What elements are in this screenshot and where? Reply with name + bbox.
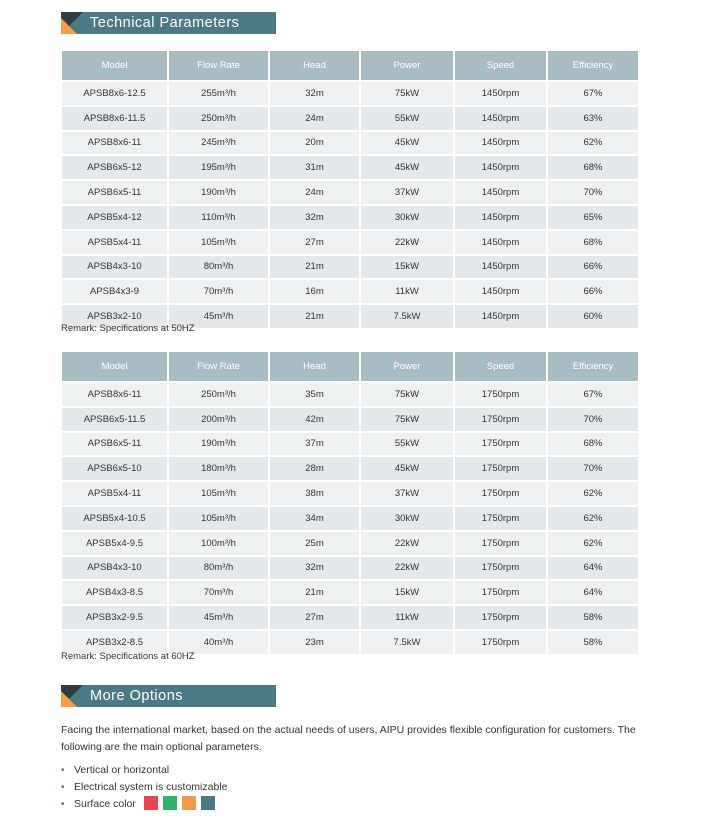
table-cell-model: APSB6x5-11 xyxy=(61,432,168,457)
table-cell-efficiency: 58% xyxy=(547,605,639,630)
table-cell-efficiency: 67% xyxy=(547,81,639,106)
table-cell-flow-rate: 80m³/h xyxy=(168,556,269,581)
table-cell-head: 24m xyxy=(269,180,360,205)
table-cell-head: 21m xyxy=(269,580,360,605)
section-header-more-options xyxy=(61,685,276,707)
table-cell-head: 28m xyxy=(269,456,360,481)
table-cell-head: 32m xyxy=(269,205,360,230)
table-cell-speed: 1450rpm xyxy=(454,81,547,106)
table-cell-head: 16m xyxy=(269,279,360,304)
table-cell-model: APSB6x5-11 xyxy=(61,180,168,205)
table-cell-power: 37kW xyxy=(360,180,454,205)
table-cell-power: 45kW xyxy=(360,456,454,481)
table-cell-power: 22kW xyxy=(360,230,454,255)
table-cell-head: 32m xyxy=(269,556,360,581)
table-cell-head: 27m xyxy=(269,230,360,255)
table-cell-model: APSB4x3-9 xyxy=(61,279,168,304)
table-cell-model: APSB5x4-9.5 xyxy=(61,531,168,556)
table-row xyxy=(61,106,639,131)
table-row xyxy=(61,580,639,605)
column-header-power: Power xyxy=(360,351,454,382)
table-cell-power: 7.5kW xyxy=(360,304,454,329)
color-swatch xyxy=(201,796,215,810)
table-cell-model: APSB3x2-9.5 xyxy=(61,605,168,630)
list-item xyxy=(61,779,227,796)
remark-60hz: Remark: Specifications at 60HZ xyxy=(61,651,195,662)
table-cell-power: 75kW xyxy=(360,407,454,432)
table-cell-power: 15kW xyxy=(360,580,454,605)
table-cell-head: 23m xyxy=(269,630,360,655)
table-cell-power: 22kW xyxy=(360,531,454,556)
table-cell-speed: 1750rpm xyxy=(454,531,547,556)
table-cell-flow-rate: 245m³/h xyxy=(168,131,269,156)
table-cell-efficiency: 64% xyxy=(547,556,639,581)
table-cell-head: 42m xyxy=(269,407,360,432)
column-header-head: Head xyxy=(269,50,360,81)
table-cell-head: 21m xyxy=(269,255,360,280)
table-row xyxy=(61,230,639,255)
table-row xyxy=(61,456,639,481)
table-cell-model: APSB5x4-12 xyxy=(61,205,168,230)
table-cell-flow-rate: 45m³/h xyxy=(168,605,269,630)
table-cell-model: APSB5x4-10.5 xyxy=(61,506,168,531)
table-cell-model: APSB4x3-10 xyxy=(61,556,168,581)
table-cell-flow-rate: 190m³/h xyxy=(168,180,269,205)
table-cell-power: 55kW xyxy=(360,432,454,457)
table-cell-flow-rate: 200m³/h xyxy=(168,407,269,432)
table-row xyxy=(61,155,639,180)
column-header-flow-rate: Flow Rate xyxy=(168,351,269,382)
table-cell-flow-rate: 255m³/h xyxy=(168,81,269,106)
table-cell-efficiency: 68% xyxy=(547,432,639,457)
color-swatch xyxy=(163,796,177,810)
table-cell-power: 7.5kW xyxy=(360,630,454,655)
specs-table-50hz xyxy=(61,50,639,329)
table-cell-head: 20m xyxy=(269,131,360,156)
section-title: More Options xyxy=(90,688,184,704)
table-row xyxy=(61,531,639,556)
table-cell-speed: 1750rpm xyxy=(454,605,547,630)
table-cell-flow-rate: 105m³/h xyxy=(168,230,269,255)
table-cell-speed: 1450rpm xyxy=(454,304,547,329)
table-cell-flow-rate: 110m³/h xyxy=(168,205,269,230)
table-cell-speed: 1750rpm xyxy=(454,432,547,457)
table-header-row xyxy=(61,50,639,81)
table-cell-speed: 1750rpm xyxy=(454,630,547,655)
table-row xyxy=(61,407,639,432)
table-row xyxy=(61,481,639,506)
bullet-icon: • xyxy=(61,765,65,776)
table-cell-speed: 1450rpm xyxy=(454,255,547,280)
table-cell-head: 34m xyxy=(269,506,360,531)
table-cell-head: 32m xyxy=(269,81,360,106)
table-cell-power: 75kW xyxy=(360,382,454,407)
table-cell-efficiency: 63% xyxy=(547,106,639,131)
table-cell-speed: 1750rpm xyxy=(454,506,547,531)
table-cell-speed: 1450rpm xyxy=(454,180,547,205)
table-cell-efficiency: 62% xyxy=(547,131,639,156)
table-cell-model: APSB3x2-8.5 xyxy=(61,630,168,655)
table-cell-model: APSB4x3-10 xyxy=(61,255,168,280)
table-cell-efficiency: 70% xyxy=(547,456,639,481)
table-cell-speed: 1450rpm xyxy=(454,230,547,255)
option-label: Electrical system is customizable xyxy=(74,781,228,793)
table-cell-efficiency: 66% xyxy=(547,279,639,304)
table-cell-flow-rate: 105m³/h xyxy=(168,506,269,531)
specs-table-60hz xyxy=(61,351,639,655)
section-title: Technical Parameters xyxy=(90,15,240,31)
table-row xyxy=(61,279,639,304)
table-cell-model: APSB8x6-11.5 xyxy=(61,106,168,131)
table-cell-flow-rate: 250m³/h xyxy=(168,382,269,407)
table-cell-power: 45kW xyxy=(360,131,454,156)
table-cell-efficiency: 68% xyxy=(547,155,639,180)
table-row xyxy=(61,556,639,581)
table-cell-speed: 1750rpm xyxy=(454,556,547,581)
column-header-head: Head xyxy=(269,351,360,382)
table-cell-model: APSB8x6-11 xyxy=(61,131,168,156)
table-cell-head: 27m xyxy=(269,605,360,630)
table-cell-model: APSB6x5-12 xyxy=(61,155,168,180)
table-cell-speed: 1450rpm xyxy=(454,106,547,131)
table-cell-efficiency: 66% xyxy=(547,255,639,280)
column-header-efficiency: Efficiency xyxy=(547,351,639,382)
options-list xyxy=(61,762,227,813)
table-cell-efficiency: 70% xyxy=(547,180,639,205)
table-row xyxy=(61,131,639,156)
table-cell-flow-rate: 80m³/h xyxy=(168,255,269,280)
table-cell-flow-rate: 70m³/h xyxy=(168,279,269,304)
table-cell-model: APSB3x2-10 xyxy=(61,304,168,329)
table-cell-speed: 1750rpm xyxy=(454,580,547,605)
table-row xyxy=(61,205,639,230)
table-cell-speed: 1450rpm xyxy=(454,279,547,304)
table-cell-efficiency: 70% xyxy=(547,407,639,432)
section-header-technical-parameters xyxy=(61,12,276,34)
option-label: Vertical or horizontal xyxy=(74,764,170,776)
table-cell-speed: 1750rpm xyxy=(454,481,547,506)
table-header-row xyxy=(61,351,639,382)
table-cell-power: 45kW xyxy=(360,155,454,180)
options-description: Facing the international market, based on the actual needs of users, AIPU provides flexible configuration for customers. The following are the main optional parameters. xyxy=(61,724,636,753)
list-item xyxy=(61,762,227,779)
table-cell-head: 37m xyxy=(269,432,360,457)
table-row xyxy=(61,255,639,280)
table-cell-efficiency: 62% xyxy=(547,531,639,556)
color-swatch xyxy=(144,796,158,810)
column-header-model: Model xyxy=(61,351,168,382)
list-item xyxy=(61,796,227,813)
table-cell-flow-rate: 40m³/h xyxy=(168,630,269,655)
table-row xyxy=(61,81,639,106)
table-cell-efficiency: 65% xyxy=(547,205,639,230)
table-cell-power: 75kW xyxy=(360,81,454,106)
table-cell-model: APSB6x5-11.5 xyxy=(61,407,168,432)
remark-50hz: Remark: Specifications at 50HZ xyxy=(61,323,195,334)
table-cell-head: 25m xyxy=(269,531,360,556)
table-cell-model: APSB8x6-12.5 xyxy=(61,81,168,106)
table-row xyxy=(61,605,639,630)
table-cell-speed: 1750rpm xyxy=(454,407,547,432)
table-cell-speed: 1750rpm xyxy=(454,382,547,407)
table-cell-flow-rate: 180m³/h xyxy=(168,456,269,481)
column-header-flow-rate: Flow Rate xyxy=(168,50,269,81)
table-cell-flow-rate: 105m³/h xyxy=(168,481,269,506)
table-cell-model: APSB4x3-8.5 xyxy=(61,580,168,605)
table-cell-power: 22kW xyxy=(360,556,454,581)
table-cell-efficiency: 64% xyxy=(547,580,639,605)
table-cell-head: 38m xyxy=(269,481,360,506)
color-swatch xyxy=(182,796,196,810)
table-row xyxy=(61,382,639,407)
table-cell-efficiency: 58% xyxy=(547,630,639,655)
table-row xyxy=(61,180,639,205)
table-cell-model: APSB5x4-11 xyxy=(61,230,168,255)
option-label: Surface color xyxy=(74,798,136,810)
table-cell-model: APSB5x4-11 xyxy=(61,481,168,506)
color-swatches xyxy=(139,798,215,810)
header-orange-triangle xyxy=(61,691,77,707)
table-cell-speed: 1450rpm xyxy=(454,205,547,230)
table-cell-flow-rate: 70m³/h xyxy=(168,580,269,605)
table-row xyxy=(61,432,639,457)
table-cell-head: 35m xyxy=(269,382,360,407)
table-cell-power: 37kW xyxy=(360,481,454,506)
table-cell-head: 24m xyxy=(269,106,360,131)
table-cell-flow-rate: 45m³/h xyxy=(168,304,269,329)
table-cell-efficiency: 68% xyxy=(547,230,639,255)
column-header-model: Model xyxy=(61,50,168,81)
table-cell-model: APSB6x5-10 xyxy=(61,456,168,481)
bullet-icon: • xyxy=(61,799,65,810)
table-cell-efficiency: 67% xyxy=(547,382,639,407)
bullet-icon: • xyxy=(61,782,65,793)
table-cell-head: 31m xyxy=(269,155,360,180)
table-cell-efficiency: 62% xyxy=(547,481,639,506)
table-cell-speed: 1450rpm xyxy=(454,131,547,156)
table-cell-flow-rate: 190m³/h xyxy=(168,432,269,457)
column-header-power: Power xyxy=(360,50,454,81)
table-cell-efficiency: 60% xyxy=(547,304,639,329)
table-cell-power: 15kW xyxy=(360,255,454,280)
column-header-efficiency: Efficiency xyxy=(547,50,639,81)
table-cell-flow-rate: 100m³/h xyxy=(168,531,269,556)
column-header-speed: Speed xyxy=(454,351,547,382)
table-cell-speed: 1450rpm xyxy=(454,155,547,180)
table-cell-flow-rate: 195m³/h xyxy=(168,155,269,180)
table-cell-power: 30kW xyxy=(360,205,454,230)
table-cell-power: 11kW xyxy=(360,605,454,630)
table-row xyxy=(61,506,639,531)
table-cell-head: 21m xyxy=(269,304,360,329)
table-cell-speed: 1750rpm xyxy=(454,456,547,481)
table-cell-power: 55kW xyxy=(360,106,454,131)
table-cell-power: 30kW xyxy=(360,506,454,531)
header-orange-triangle xyxy=(61,18,77,34)
table-cell-power: 11kW xyxy=(360,279,454,304)
column-header-speed: Speed xyxy=(454,50,547,81)
table-cell-model: APSB8x6-11 xyxy=(61,382,168,407)
table-cell-efficiency: 62% xyxy=(547,506,639,531)
table-cell-flow-rate: 250m³/h xyxy=(168,106,269,131)
